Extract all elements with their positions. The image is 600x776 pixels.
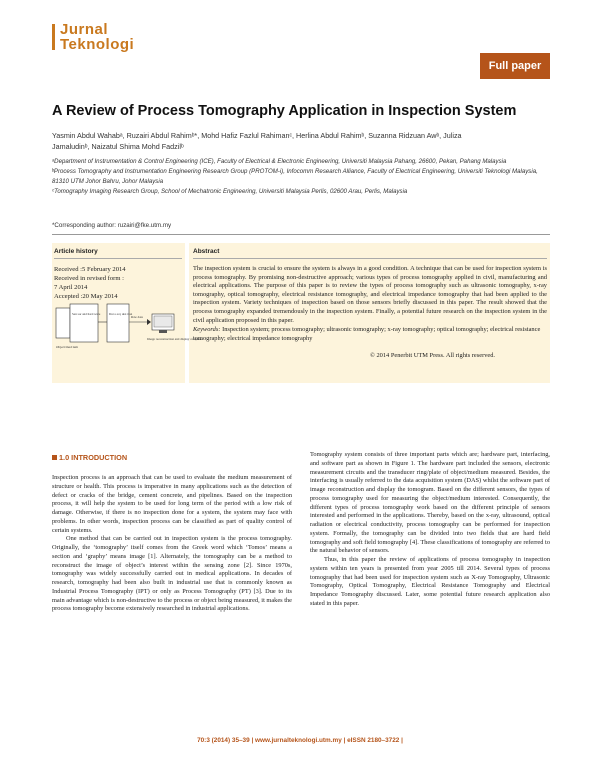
keywords-label: Keywords: — [193, 326, 221, 333]
history-line: Accepted :20 May 2014 — [54, 293, 118, 300]
object-box — [56, 308, 70, 338]
abstract-heading-rule — [193, 258, 547, 259]
keywords — [193, 326, 547, 343]
journal-logo — [52, 22, 134, 52]
introduction-heading — [52, 453, 127, 462]
introduction-heading-text: 1.0 INTRODUCTION — [59, 453, 128, 462]
abstract-heading: Abstract — [193, 248, 220, 255]
paper-title: A Review of Process Tomography Application in Inspection System — [52, 103, 517, 119]
section-square-icon — [52, 455, 57, 460]
graphical-abstract-diagram — [55, 300, 203, 380]
authors-line-2: Jamaludinᵇ, Naizatul Shima Mohd Fadzilᵇ — [52, 142, 184, 151]
corresponding-author[interactable]: *Corresponding author: ruzairi@fke.utm.my — [52, 222, 172, 229]
header-divider — [52, 234, 550, 235]
intro-paragraph: Tomography system consists of three important parts which are; hardware part, interfacing, and software part as shown in Figure 1. The hardware part included the sensors, electronic measurement circuits and the transducer ring/plate of object/medium measured. Besides, the interfacing is usually referred to the data acquisition system (DAS) whilst the software part of image reconstruction and display the tomogram. Based on the different sensors, the types of process tomography used for measuring the object/medium interested. Consequently, the different types of process tomography work based on the different principle of sensors interested and performed in the applications. Thereby, based on the x-ray, ultrasound, optical radiation or electrical conductivity, process tomography can be performed for inspection system. Formally, the tomography can be divided into two fields that are hard field tomography and soft field tomography [4]. These classifications of tomography are referred to the natural behavior of sensors. — [310, 451, 550, 555]
sensor-box — [70, 304, 98, 342]
intro-right-column — [310, 451, 550, 609]
diagram-label-computer: Image reconstruction and display computer — [147, 337, 203, 341]
history-line: 7 April 2014 — [54, 284, 88, 291]
history-heading-rule — [54, 258, 182, 259]
keywords-text: Inspection system; process tomography; ultrasonic tomography; x-ray tomography; optical tomography; electrical resistance tomography; electrical impedance tomography — [193, 326, 541, 342]
page-footer[interactable]: 70:3 (2014) 35–39 | www.jurnalteknologi.utm.my | eISSN 2180–3722 | — [197, 737, 403, 744]
intro-paragraph: Inspection process is an approach that can be used to evaluate the medium measurement of structure or health. This process is imperative in many applications such as the detection of defect or cracks of the bridge, cement concrete, and pipelines. Based on the inspection process, it will help the system to be used for long term of the period with a low risk of damage. Otherwise, if there is no inspection done for a system, the system may face with problems. In other words, inspection process can be classified as part of quality control of certain systems. — [52, 474, 292, 534]
intro-paragraph: One method that can be carried out in inspection system is the process tomography. Originally, the ‘tomography’ itself comes from the Greek word which ‘Tomos’ means a section and ‘graphy’ means image [1]. Alternately, the tomography can be a method to reconstruct the image of object’s interest within the sensing zone [2]. Since 1970s, tomography was widely successfully carried out in medical applications. In decades of research, tomography had been also built in industrial use that is commonly known as Industrial Process Tomography (IPT) or only as Process Tomography (PT) [3]. Due to its main advantage which is non-destructive to the process or object being measured, it makes the process tomography become extensively researched in industrial applications. — [52, 535, 292, 613]
diagram-label-daq: Dat a acq uisi tion — [109, 312, 133, 316]
affiliations — [52, 157, 550, 198]
abstract-text: The inspection system is crucial to ensure the system is always in a good condition. A technique that can be used for inspection system is process tomography. By promising non-destructive approach; various types of process tomography applied in civil, manufacturing and electrical applications. The purpose of this paper is to review the types of process tomography such as ultrasonic tomography, x-ray tomography, optical tomography, electrical resistance tomography, and electrical impedance tomography that had been applied to the inspection system. Variety techniques of inspection based on those sensors briefly discussed in this paper. The result showed that the process tomography expanded tremendously in the inspection system. Finally, a potential future research on the inspection system in the civil application proposed in this paper. — [193, 265, 547, 324]
arrow-icon — [147, 319, 151, 325]
authors-line-1: Yasmin Abdul Wahabᵃ, Ruzairi Abdul Rahimᵇ*, Mohd Hafiz Fazlul Rahimanᶜ, Herlina Abdul Rahimᵇ, Suzanna Ridzuan Awᵇ, Juliza — [52, 131, 462, 140]
article-history-dates — [54, 265, 126, 301]
article-history-heading: Article history — [54, 248, 98, 255]
affiliation-c: ᶜTomography Imaging Research Group, School of Mechatronic Engineering, Universiti Malaysia Perlis, 02600 Arau, Perlis, Malaysia — [52, 188, 408, 196]
affiliation-a: ᵃDepartment of Instrumentation & Control Engineering (ICE), Faculty of Electrical & Electronic Engineering, Universiti Malaysia Pahang, 26600, Pekan, Pahang Malaysia — [52, 158, 507, 165]
logo-line-1: Jurnal — [60, 21, 109, 38]
intro-paragraph: Thus, in this paper the review of applications of process tomography in inspection system within ten years is presented from year 2005 till 2014. Several types of process tomography that had been used for inspection system such as X-ray Tomography, Ultrasonic Tomography, Optical Tomography, Electrical Resistance Tomography and Electrical Impedance Tomography discussed. Later, some potential future research application also stated in this paper. — [310, 556, 550, 607]
full-paper-badge: Full paper — [480, 53, 550, 79]
monitor-screen-icon — [154, 316, 172, 327]
daq-box — [107, 304, 129, 342]
intro-left-column — [52, 474, 292, 614]
diagram-label-raw-data: Raw data — [131, 315, 143, 319]
logo-bar-icon — [52, 24, 55, 50]
history-line: Received :5 February 2014 — [54, 266, 126, 273]
diagram-label-object: Object/med ium — [56, 345, 78, 349]
diagram-label-sensor: Sen sor and hard ware — [72, 312, 101, 316]
affiliation-b: ᵇProcess Tomography and Instrumentation Engineering Research Group (PROTOM-i), Infocomm Research Alliance, Faculty of Electrical Engineering, Universiti Teknologi Malaysia, 81310 UTM Johor Bahru, Johor Malaysia — [52, 168, 538, 185]
copyright-notice: © 2014 Penerbit UTM Press. All rights reserved. — [370, 352, 496, 359]
history-line: Received in revised form : — [54, 275, 124, 282]
logo-line-2: Teknologi — [60, 36, 135, 53]
monitor-stand-icon — [159, 330, 167, 333]
author-list — [52, 130, 550, 152]
